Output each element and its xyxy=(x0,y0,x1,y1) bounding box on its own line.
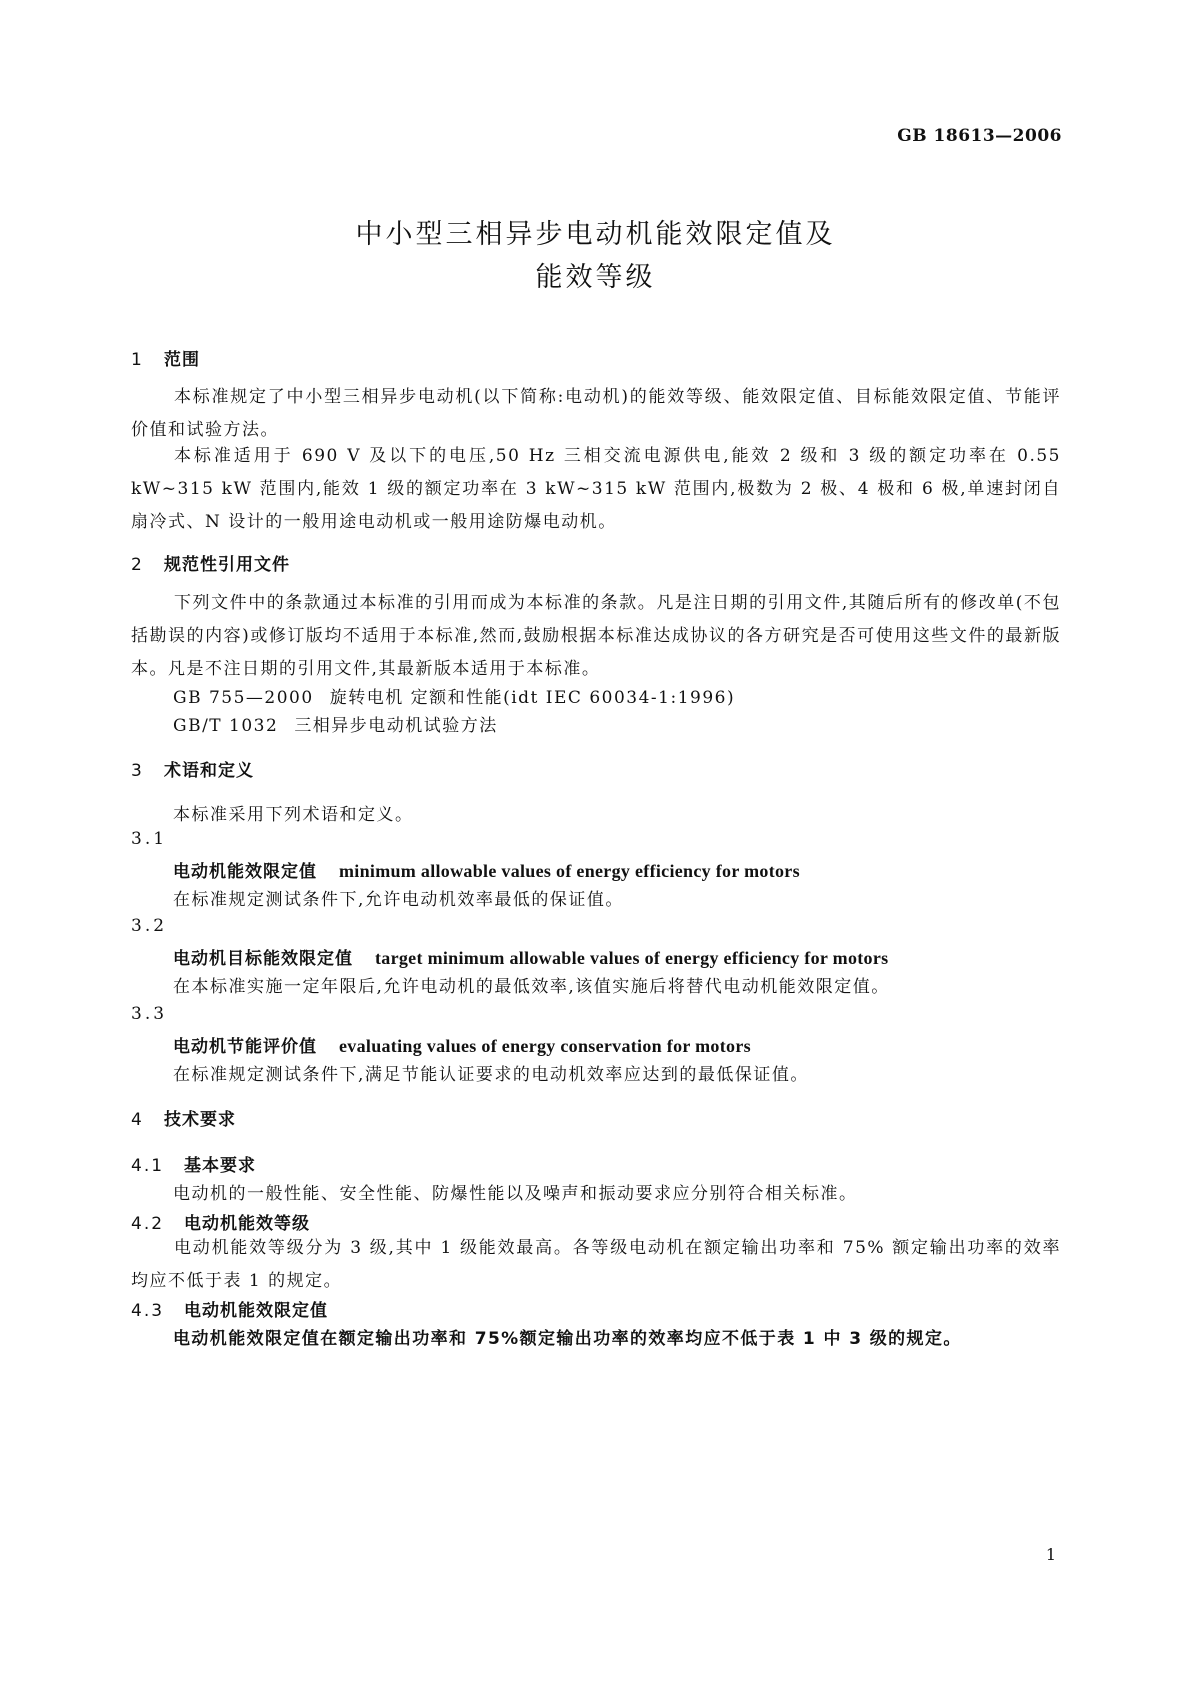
term-entry xyxy=(173,1032,751,1057)
reference-title: 旋转电机 定额和性能(idt IEC 60034-1:1996) xyxy=(329,688,736,708)
subclause-title: 电动机能效限定值 xyxy=(184,1301,328,1321)
term-definition: 在本标准实施一定年限后,允许电动机的最低效率,该值实施后将替代电动机能效限定值。 xyxy=(173,977,890,997)
subclause-title: 电动机能效等级 xyxy=(184,1214,310,1234)
page-number: 1 xyxy=(1045,1545,1056,1564)
clause-number: 3.3 xyxy=(131,1004,168,1024)
subclause-number: 4.3 xyxy=(131,1301,165,1321)
section-number: 2 xyxy=(131,555,143,575)
clause-number: 3.1 xyxy=(131,829,168,849)
section-title: 技术要求 xyxy=(164,1110,236,1130)
term-english: evaluating values of energy conservation for motors xyxy=(339,1036,751,1056)
reference-title: 三相异步电动机试验方法 xyxy=(294,716,498,736)
reference-code: GB 755—2000 xyxy=(173,688,314,708)
document-title-line2: 能效等级 xyxy=(535,262,656,293)
section-2-paragraph-1: 下列文件中的条款通过本标准的引用而成为本标准的条款。凡是注日期的引用文件,其随后所有的修改单(不包括勘误的内容)或修订版均不适用于本标准,然而,鼓励根据本标准达成协议的各方研究是否可使用这些文件的最新版本。凡是不注日期的引用文件,其最新版本适用于本标准。 xyxy=(131,593,1061,679)
section-title: 范围 xyxy=(164,350,200,370)
term-entry xyxy=(173,944,888,969)
standard-number: GB 18613—2006 xyxy=(897,126,1062,146)
subclause-4-1-text: 电动机的一般性能、安全性能、防爆性能以及噪声和振动要求应分别符合相关标准。 xyxy=(173,1184,858,1204)
term-chinese: 电动机能效限定值 xyxy=(173,862,317,882)
section-1-heading xyxy=(131,345,200,370)
term-entry xyxy=(173,857,800,882)
subclause-number: 4.1 xyxy=(131,1156,165,1176)
reference-code: GB/T 1032 xyxy=(173,716,279,736)
reference-item xyxy=(173,711,498,736)
subclause-title: 基本要求 xyxy=(184,1156,256,1176)
subclause-number: 4.2 xyxy=(131,1214,165,1234)
term-chinese: 电动机目标能效限定值 xyxy=(173,949,353,969)
subclause-4-2-text: 电动机能效等级分为 3 级,其中 1 级能效最高。各等级电动机在额定输出功率和 75% 额定输出功率的效率均应不低于表 1 的规定。 xyxy=(131,1238,1061,1291)
term-english: minimum allowable values of energy efficiency for motors xyxy=(339,861,800,881)
section-4-heading xyxy=(131,1105,236,1130)
subclause-4-3-heading xyxy=(131,1296,328,1321)
subclause-4-2-heading xyxy=(131,1209,310,1234)
clause-number: 3.2 xyxy=(131,916,168,936)
section-3-intro: 本标准采用下列术语和定义。 xyxy=(173,805,414,825)
section-2-heading xyxy=(131,550,290,575)
section-3-heading xyxy=(131,756,254,781)
subclause-4-3-text: 电动机能效限定值在额定输出功率和 75%额定输出功率的效率均应不低于表 1 中 3 级的规定。 xyxy=(173,1329,962,1349)
section-1-paragraph-1: 本标准规定了中小型三相异步电动机(以下简称:电动机)的能效等级、能效限定值、目标能效限定值、节能评价值和试验方法。 xyxy=(131,387,1061,440)
section-number: 1 xyxy=(131,350,143,370)
subclause-4-1-heading xyxy=(131,1151,256,1176)
section-title: 术语和定义 xyxy=(164,761,254,781)
term-definition: 在标准规定测试条件下,满足节能认证要求的电动机效率应达到的最低保证值。 xyxy=(173,1065,809,1085)
section-title: 规范性引用文件 xyxy=(164,555,290,575)
section-number: 3 xyxy=(131,761,143,781)
section-number: 4 xyxy=(131,1110,143,1130)
term-definition: 在标准规定测试条件下,允许电动机效率最低的保证值。 xyxy=(173,890,624,910)
term-chinese: 电动机节能评价值 xyxy=(173,1037,317,1057)
document-title-line1: 中小型三相异步电动机能效限定值及 xyxy=(355,219,836,250)
section-1-paragraph-2: 本标准适用于 690 V 及以下的电压,50 Hz 三相交流电源供电,能效 2 级和 3 级的额定功率在 0.55 kW~315 kW 范围内,能效 1 级的额定功率在 3 kW~315 kW 范围内,极数为 2 极、4 极和 6 极,单速封闭自扇冷式、N 设计的一般用途电动机或一般用途防爆电动机。 xyxy=(131,446,1061,532)
reference-item xyxy=(173,683,735,708)
term-english: target minimum allowable values of energy efficiency for motors xyxy=(375,948,889,968)
